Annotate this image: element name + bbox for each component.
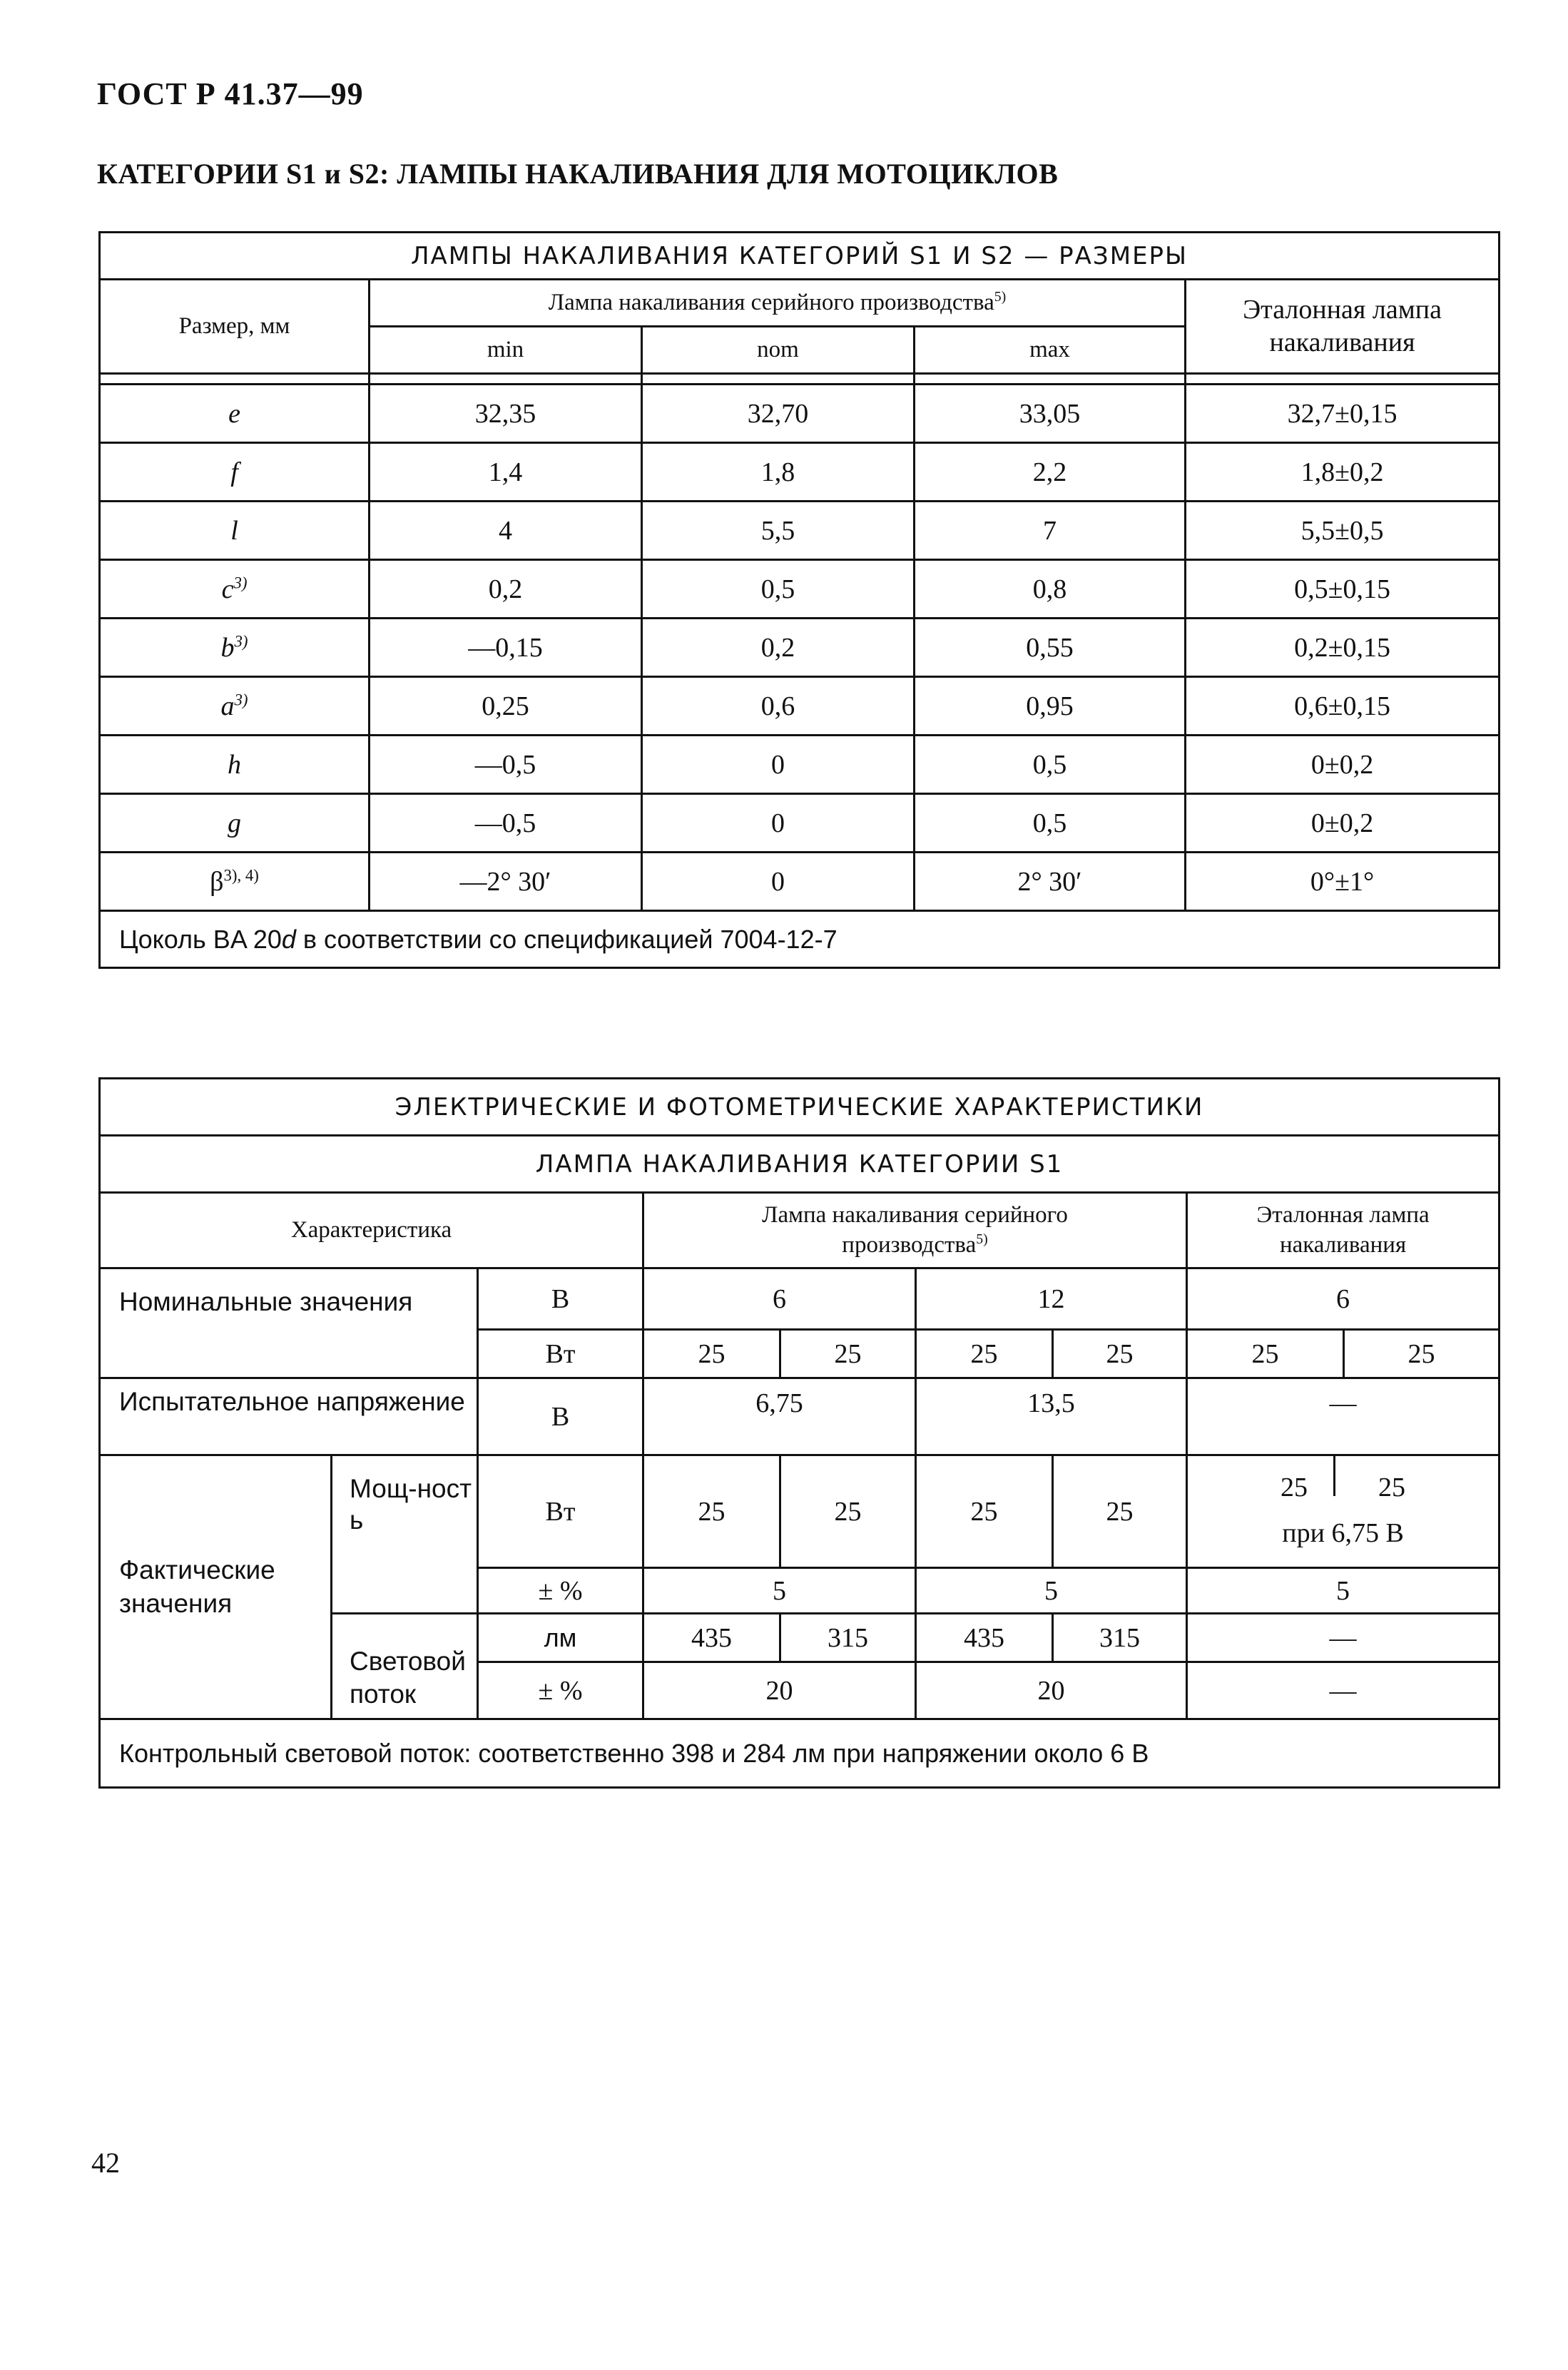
dim-name: h (228, 749, 241, 780)
table-row (100, 619, 1500, 677)
col-production-header (643, 1193, 1187, 1268)
power-tolerance: 5 (1187, 1568, 1500, 1614)
flux-value: 315 (780, 1614, 916, 1662)
unit-percent: ± % (478, 1662, 643, 1719)
nominal-watt: 25 (1187, 1330, 1344, 1378)
cell-min: 32,35 (370, 385, 642, 443)
cell-max: 2° 30′ (915, 853, 1186, 911)
cell-ref: 0,2±0,15 (1186, 619, 1500, 677)
gap-cell (642, 374, 915, 385)
table-row (100, 794, 1500, 853)
dim-name: b (220, 632, 235, 663)
dim-name: e (228, 398, 240, 429)
cell-min: —2° 30′ (370, 853, 642, 911)
flux-label: Световой поток (332, 1614, 478, 1719)
power-value: 25 (916, 1455, 1053, 1568)
test-voltage-12: 13,5 (916, 1378, 1187, 1455)
row-name (100, 619, 370, 677)
base-note-prefix: Цоколь BA 20 (119, 924, 282, 954)
footnote-ref: 3) (234, 690, 248, 708)
cell-min: 0,25 (370, 677, 642, 736)
flux-tolerance: — (1187, 1662, 1500, 1719)
cell-nom: 0 (642, 736, 915, 794)
col-production-header (370, 280, 1186, 327)
col-characteristic-header: Характеристика (100, 1193, 643, 1268)
col-size-header: Размер, мм (100, 280, 370, 374)
cell-nom: 0,5 (642, 560, 915, 619)
footnote-ref: 5) (976, 1231, 988, 1247)
power-value: 25 (1053, 1455, 1187, 1568)
electrical-table (98, 1077, 1500, 1789)
dim-name: l (230, 515, 238, 546)
cell-ref: 32,7±0,15 (1186, 385, 1500, 443)
row-name (100, 853, 370, 911)
dimensions-table (98, 231, 1500, 969)
col-min-header: min (370, 327, 642, 374)
cell-nom: 5,5 (642, 502, 915, 560)
unit-watt: Вт (478, 1455, 643, 1568)
dim-name: β (210, 866, 224, 897)
cell-min: —0,15 (370, 619, 642, 677)
table-row (100, 502, 1500, 560)
cell-max: 0,55 (915, 619, 1186, 677)
flux-reference: — (1187, 1614, 1500, 1662)
gap-cell (1186, 374, 1500, 385)
dim-name: f (230, 457, 238, 487)
cell-ref: 1,8±0,2 (1186, 443, 1500, 502)
table-row (100, 385, 1500, 443)
power-label: Мощ-ность (332, 1455, 478, 1614)
unit-lumen: лм (478, 1614, 643, 1662)
base-note (100, 911, 1500, 968)
power-tolerance: 5 (643, 1568, 916, 1614)
cell-min: —0,5 (370, 736, 642, 794)
col-max-header: max (915, 327, 1186, 374)
power-ref-values (1188, 1456, 1498, 1500)
cell-min: —0,5 (370, 794, 642, 853)
dimensions-rows (100, 385, 1500, 911)
table-row (100, 560, 1500, 619)
table-row (100, 853, 1500, 911)
cell-min: 0,2 (370, 560, 642, 619)
unit-volt: В (478, 1378, 643, 1455)
footnote-ref: 3), 4) (223, 865, 259, 884)
page-number: 42 (91, 2147, 120, 2179)
cell-max: 0,95 (915, 677, 1186, 736)
power-tolerance: 5 (916, 1568, 1187, 1614)
cell-min: 4 (370, 502, 642, 560)
footnote-ref: 5) (994, 288, 1007, 305)
nominal-voltage-ref: 6 (1187, 1268, 1500, 1330)
gap-cell (370, 374, 642, 385)
cell-min: 1,4 (370, 443, 642, 502)
cell-nom: 0 (642, 794, 915, 853)
test-voltage-6: 6,75 (643, 1378, 916, 1455)
cell-max: 7 (915, 502, 1186, 560)
cell-ref: 5,5±0,5 (1186, 502, 1500, 560)
flux-value: 435 (916, 1614, 1053, 1662)
gap-cell (915, 374, 1186, 385)
cell-nom: 0,2 (642, 619, 915, 677)
power-ref-note: при 6,75 В (1282, 1518, 1404, 1548)
nominal-watt: 25 (1344, 1330, 1500, 1378)
power-ref-value: 25 (1378, 1473, 1406, 1502)
power-ref-value: 25 (1281, 1473, 1308, 1502)
power-value: 25 (643, 1455, 780, 1568)
flux-value: 435 (643, 1614, 780, 1662)
base-note-suffix: в соответствии со спецификацией 7004-12-7 (295, 924, 838, 954)
col-reference-header: Эталонная лампа накаливания (1186, 280, 1500, 374)
row-name (100, 502, 370, 560)
unit-watt: Вт (478, 1330, 643, 1378)
footnote-ref: 3) (234, 631, 248, 650)
row-name (100, 736, 370, 794)
test-voltage-ref: — (1187, 1378, 1500, 1455)
document-code: ГОСТ Р 41.37—99 (97, 76, 364, 111)
test-voltage-label: Испытательное напряжение (100, 1378, 478, 1455)
cell-max: 0,5 (915, 736, 1186, 794)
section-title: КАТЕГОРИИ S1 и S2: ЛАМПЫ НАКАЛИВАНИЯ ДЛЯ МОТОЦИКЛОВ (97, 158, 1059, 190)
unit-volt: В (478, 1268, 643, 1330)
cell-ref: 0°±1° (1186, 853, 1500, 911)
col-production-label: Лампа накаливания серийного производства (762, 1202, 1068, 1258)
cell-ref: 0,6±0,15 (1186, 677, 1500, 736)
cell-max: 0,8 (915, 560, 1186, 619)
col-production-label: Лампа накаливания серийного производства (548, 289, 994, 315)
dim-name: a (220, 691, 235, 721)
col-nom-header: nom (642, 327, 915, 374)
row-name (100, 443, 370, 502)
power-reference (1187, 1455, 1500, 1568)
nominal-watt: 25 (643, 1330, 780, 1378)
table-row (100, 443, 1500, 502)
nominal-watt: 25 (916, 1330, 1053, 1378)
nominal-watt: 25 (1053, 1330, 1187, 1378)
table-row (100, 677, 1500, 736)
nominal-label: Номинальные значения (100, 1268, 478, 1378)
electrical-title: ЭЛЕКТРИЧЕСКИЕ И ФОТОМЕТРИЧЕСКИЕ ХАРАКТЕРИСТИКИ (100, 1079, 1500, 1136)
power-value: 25 (780, 1455, 916, 1568)
row-name (100, 385, 370, 443)
nominal-voltage-6: 6 (643, 1268, 916, 1330)
cell-max: 33,05 (915, 385, 1186, 443)
gap-cell (100, 374, 370, 385)
actual-values-label: Фактические значения (100, 1455, 332, 1719)
flux-tolerance: 20 (643, 1662, 916, 1719)
flux-value: 315 (1053, 1614, 1187, 1662)
cell-nom: 1,8 (642, 443, 915, 502)
unit-percent: ± % (478, 1568, 643, 1614)
table-row (100, 736, 1500, 794)
cell-nom: 0,6 (642, 677, 915, 736)
cell-ref: 0±0,2 (1186, 736, 1500, 794)
cell-ref: 0±0,2 (1186, 794, 1500, 853)
col-reference-header: Эталонная лампа накаливания (1187, 1193, 1500, 1268)
cell-max: 0,5 (915, 794, 1186, 853)
electrical-subtitle: ЛАМПА НАКАЛИВАНИЯ КАТЕГОРИИ S1 (100, 1136, 1500, 1193)
dimensions-title: ЛАМПЫ НАКАЛИВАНИЯ КАТЕГОРИЙ S1 И S2 — РАЗМЕРЫ (100, 233, 1500, 280)
footnote-ref: 3) (233, 573, 248, 591)
control-flux-note: Контрольный световой поток: соответственно 398 и 284 лм при напряжении около 6 В (100, 1719, 1500, 1788)
dim-name: g (228, 808, 241, 838)
row-name (100, 677, 370, 736)
nominal-voltage-12: 12 (916, 1268, 1187, 1330)
base-note-italic: d (281, 924, 296, 954)
cell-nom: 0 (642, 853, 915, 911)
row-name (100, 560, 370, 619)
cell-max: 2,2 (915, 443, 1186, 502)
dim-name: c (221, 574, 234, 604)
cell-ref: 0,5±0,15 (1186, 560, 1500, 619)
row-name (100, 794, 370, 853)
cell-nom: 32,70 (642, 385, 915, 443)
nominal-watt: 25 (780, 1330, 916, 1378)
flux-tolerance: 20 (916, 1662, 1187, 1719)
